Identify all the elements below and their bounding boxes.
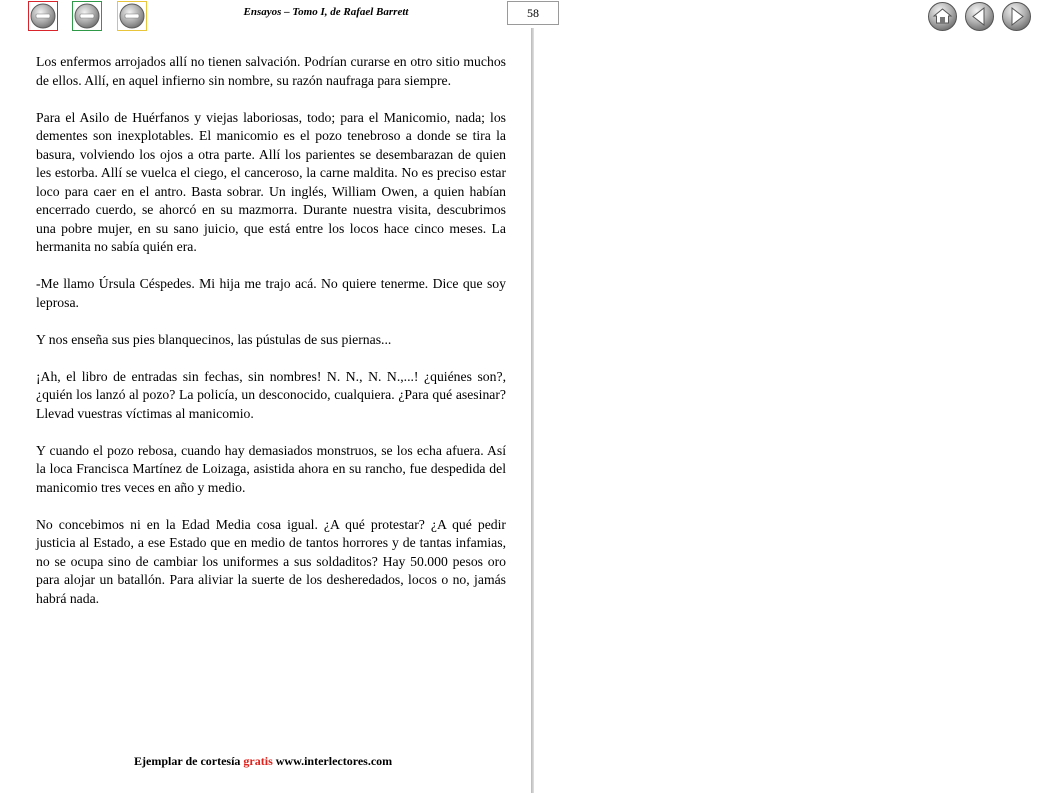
arrow-right-icon <box>1001 1 1032 32</box>
paragraph: Y nos enseña sus pies blanquecinos, las pústulas de sus piernas... <box>36 331 392 347</box>
page-divider <box>531 28 534 793</box>
footer-prefix: Ejemplar de cortesía <box>134 754 241 768</box>
next-page-button[interactable] <box>1001 1 1032 32</box>
zoom-out-yellow-button[interactable] <box>117 1 147 31</box>
paragraph: Y cuando el pozo rebosa, cuando hay demasiados monstruos, se los echa afuera. Así la loca Francisca Martínez de Loizaga, asistida ahora en su rancho, fue despedida del manicomio tres veces en año y medio. <box>36 442 506 495</box>
paragraph: Los enfermos arrojados allí no tienen salvación. Podrían curarse en otro sitio muchos de ellos. Allí, en aquel infierno sin nombre, su razón naufraga para siempre. <box>36 54 506 88</box>
paragraph: Para el Asilo de Huérfanos y viejas laboriosas, todo; para el Manicomio, nada; los dementes son inexplotables. El manicomio es el pozo tenebroso a donde se tira la basura, volviendo los ojos a otra parte. Allí los parientes se desembarazan de quien les estorba. Allí se vuelca el ciego, el canceroso, la carne maldita. No es preciso estar loco para caer en el antro. Basta sobrar. Un inglés, William Owen, a quien habían encerrado cuerdo, se ahorcó en su mazmorra. Durante nuestra visita, descubrimos una pobre mujer, en su sano juicio, que está entre los locos hace cinco meses. La hermanita no sabía quién era. <box>36 109 506 254</box>
page-number: 58 <box>507 1 559 25</box>
home-icon <box>927 1 958 32</box>
minus-circle-icon <box>73 2 101 30</box>
arrow-left-icon <box>964 1 995 32</box>
footer-url-link[interactable]: www.interlectores.com <box>275 754 393 768</box>
paragraph: -Me llamo Úrsula Céspedes. Mi hija me trajo acá. No quiere tenerme. Dice que soy leprosa. <box>36 276 506 310</box>
minus-circle-icon <box>118 2 146 30</box>
footer <box>134 754 392 769</box>
footer-gratis-link[interactable]: gratis <box>243 754 273 768</box>
home-button[interactable] <box>927 1 958 32</box>
zoom-out-green-button[interactable] <box>72 1 102 31</box>
paragraph: ¡Ah, el libro de entradas sin fechas, sin nombres! N. N., N. N.,...! ¿quiénes son?, ¿quién los lanzó al pozo? La policía, un desconocido, cualquiera. ¿Para qué asesinar? Llevad vuestras víctimas al manicomio. <box>36 368 506 421</box>
page-body <box>36 53 506 627</box>
book-title: Ensayos – Tomo I, de Rafael Barrett <box>243 6 409 18</box>
minus-circle-icon <box>29 2 57 30</box>
zoom-out-red-button[interactable] <box>28 1 58 31</box>
paragraph: No concebimos ni en la Edad Media cosa igual. ¿A qué protestar? ¿A qué pedir justicia al Estado, a ese Estado que en medio de tantos horrores y de tantas infamias, no se ocupa sino de cambiar los uniformes a sus soldaditos? Hay 50.000 pesos oro para alojar un batallón. Para aliviar la suerte de los desheredados, locos o no, jamás habrá nada. <box>36 516 506 606</box>
previous-page-button[interactable] <box>964 1 995 32</box>
